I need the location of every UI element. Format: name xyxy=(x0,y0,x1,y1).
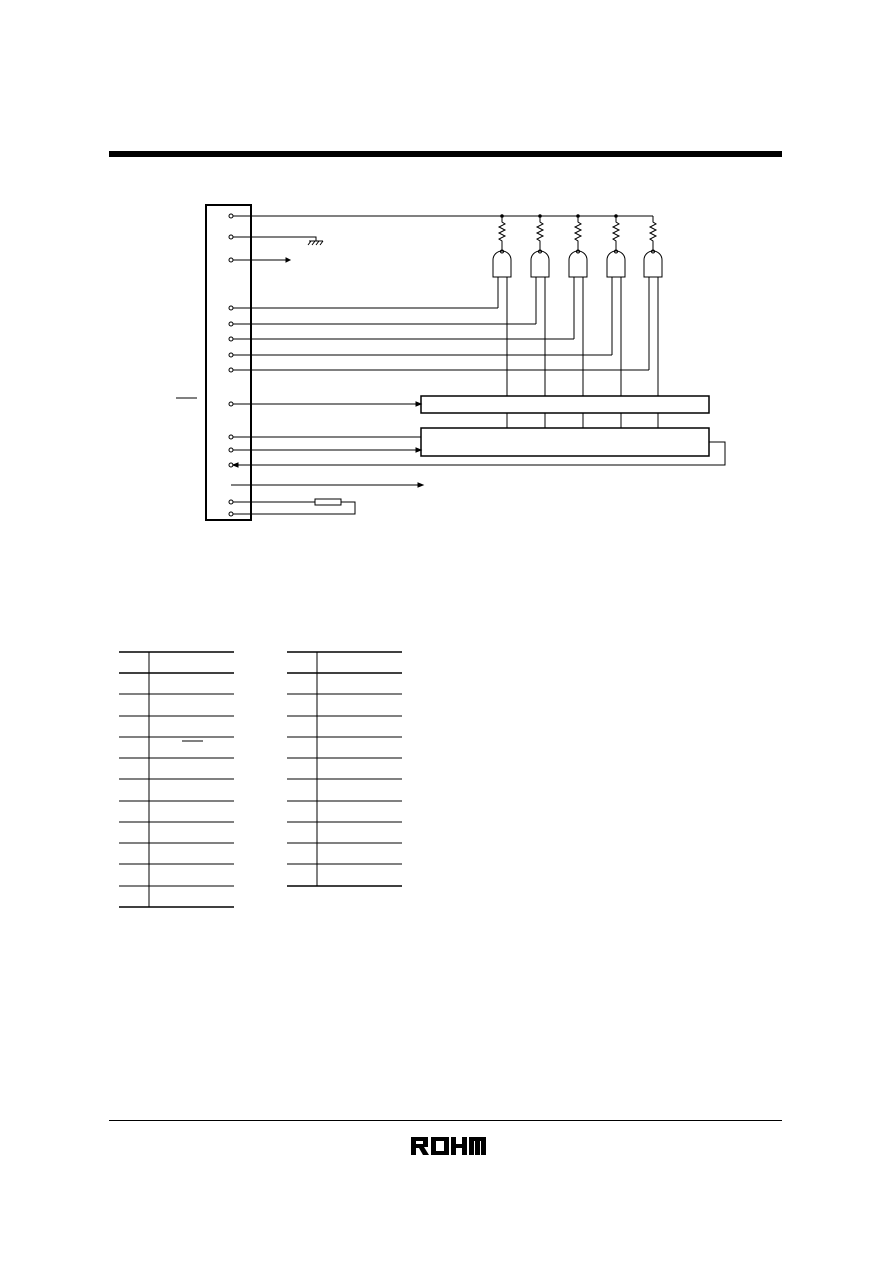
logo-letters xyxy=(411,1137,486,1155)
